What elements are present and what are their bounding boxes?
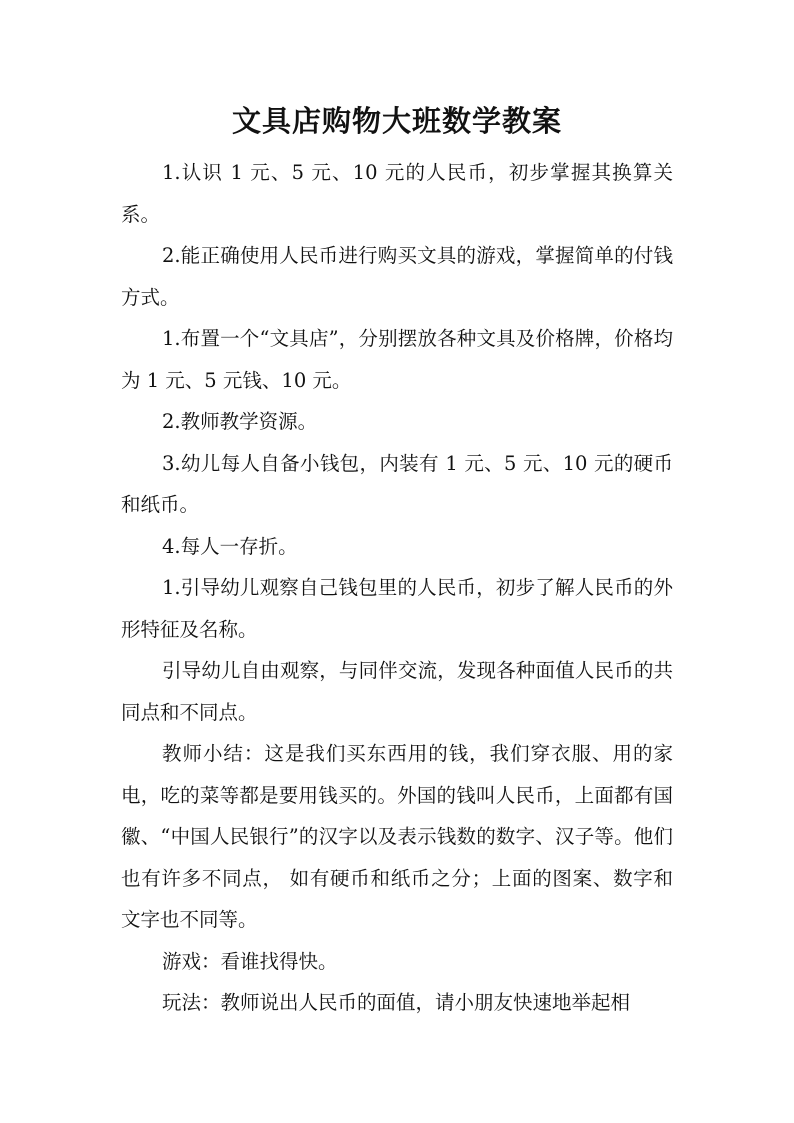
- paragraph-4: 2.教师教学资源。: [162, 410, 318, 433]
- paragraph-10: 游戏：看谁找得快。: [162, 949, 338, 973]
- paragraph-9: 教师小结：这是我们买东西用的钱，我们穿衣服、用的家电，吃的菜等都是要用钱买的。外国的钱叫人民币，上面都有国徽、“中国人民银行”的汉字以及表示钱数的数字、汉子等。他们也有许多不同点， 如有硬币和纸币之分；上面的图案、数字和文字也不同等。: [121, 742, 673, 931]
- paragraph-7: 1.引导幼儿观察自己钱包里的人民币，初步了解人民币的外形特征及名称。: [121, 576, 673, 641]
- paragraph-8: 引导幼儿自由观察，与同伴交流，发现各种面值人民币的共同点和不同点。: [121, 659, 673, 724]
- paragraph-11: 玩法：教师说出人民币的面值，请小朋友快速地举起相: [162, 991, 631, 1014]
- paragraph-3: 1.布置一个“文具店”，分别摆放各种文具及价格牌，价格均为 1 元、5 元钱、10 元。: [121, 327, 673, 392]
- paragraph-2: 2.能正确使用人民币进行购买文具的游戏，掌握简单的付钱方式。: [121, 244, 673, 309]
- paragraph-6: 4.每人一存折。: [162, 534, 298, 558]
- document-body: [121, 152, 673, 1024]
- paragraph-5: 3.幼儿每人自备小钱包，内装有 1 元、5 元、10 元的硬币和纸币。: [121, 451, 673, 516]
- paragraph-1: 1.认识 1 元、5 元、10 元的人民币，初步掌握其换算关系。: [121, 161, 673, 226]
- document-title: 文具店购物大班数学教案: [231, 104, 562, 138]
